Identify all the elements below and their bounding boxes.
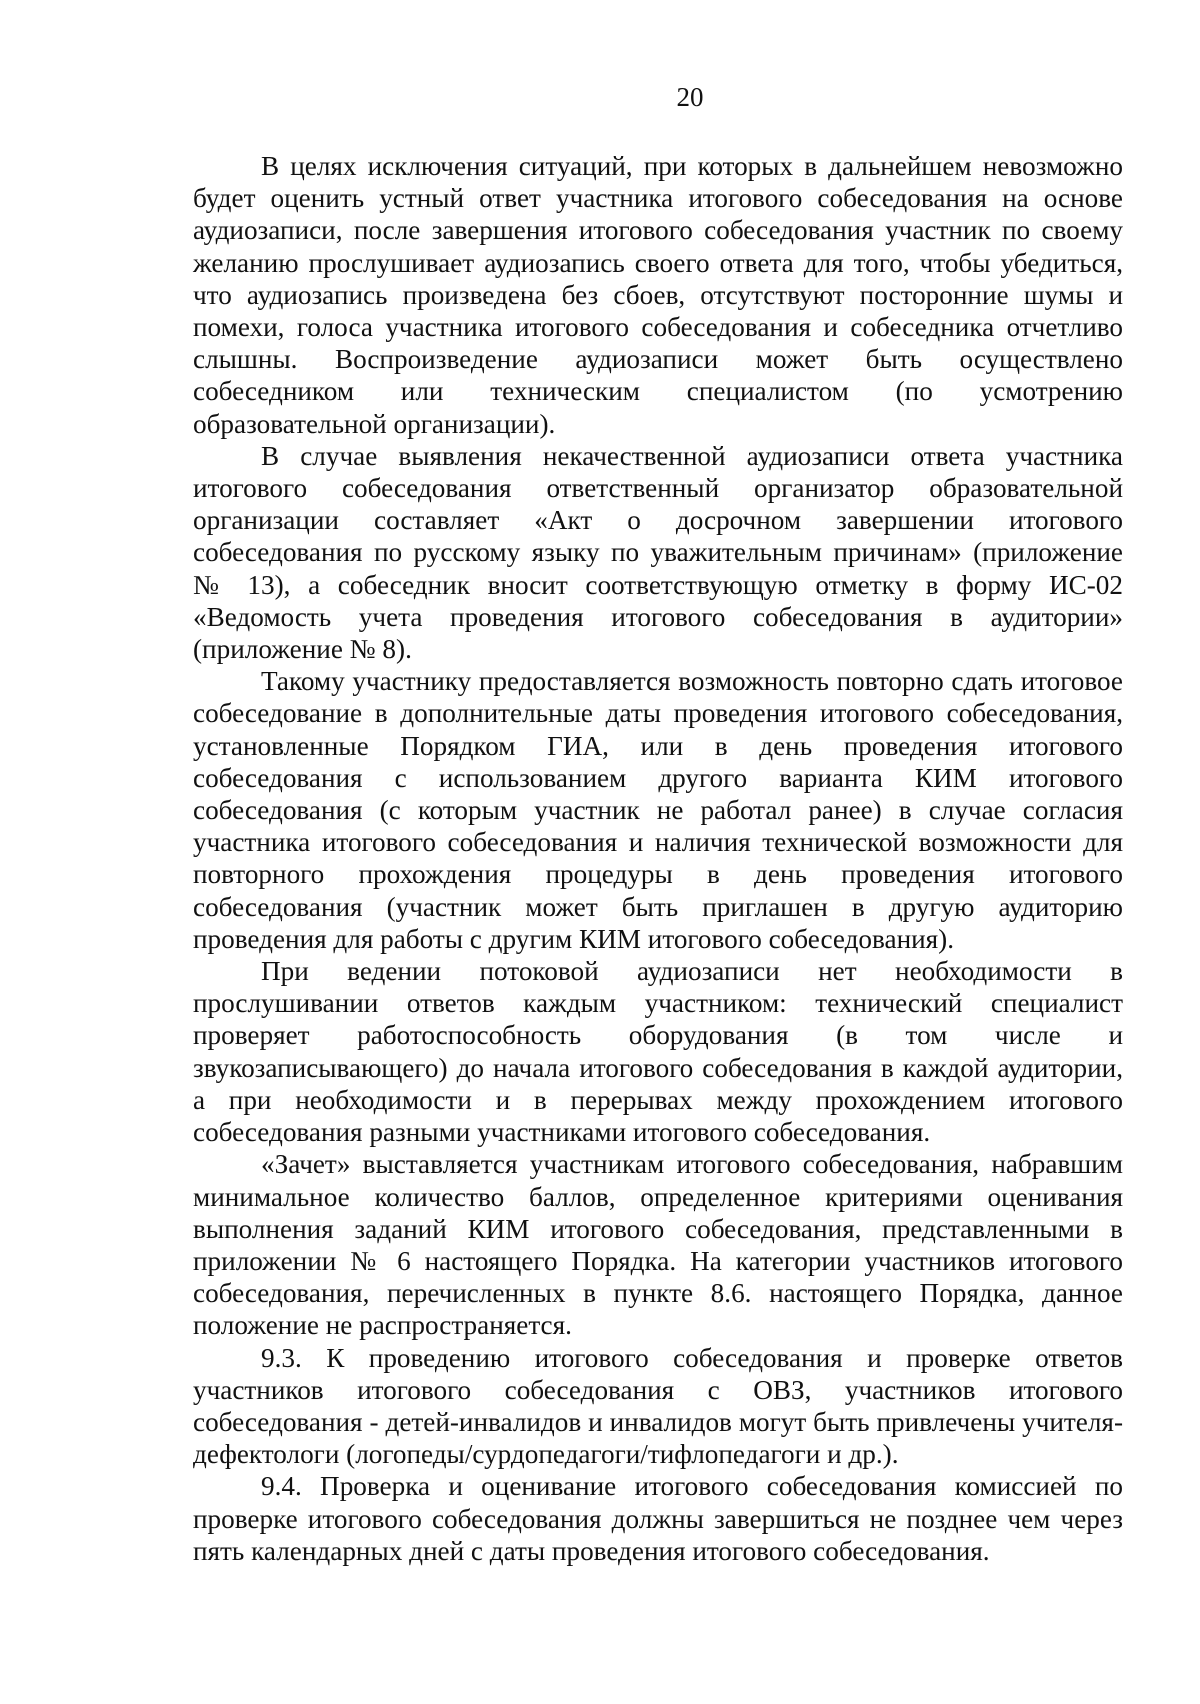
paragraph-pass-criteria: «Зачет» выставляется участникам итогового собеседования, набравшим минимальное количество баллов, определенное критериями оценивания выполнения заданий КИМ итогового собеседования, представленными в приложении № 6 настоящего Порядка. На категории участников итогового собеседования, перечисленных в пункте 8.6. настоящего Порядка, данное положение не распространяется. — [193, 1149, 1123, 1341]
paragraph-streaming-recording: При ведении потоковой аудиозаписи нет необходимости в прослушивании ответов каждым участником: технический специалист проверяет работоспособность оборудования (в том числе и звукозаписывающего) до начала итогового собеседования в каждой аудитории, а при необходимости и в перерывах между прохождением итогового собеседования разными участниками итогового собеседования. — [193, 956, 1123, 1148]
paragraph-retake: Такому участнику предоставляется возможность повторно сдать итоговое собеседование в дополнительные даты проведения итогового собеседования, установленные Порядком ГИА, или в день проведения итогового собеседования с использованием другого варианта КИМ итогового собеседования (с которым участник не работал ранее) в случае согласия участника итогового собеседования и наличия технической возможности для повторного прохождения процедуры в день проведения итогового собеседования (участник может быть приглашен в другую аудиторию проведения для работы с другим КИМ итогового собеседования). — [193, 666, 1123, 954]
paragraph-section-9-4: 9.4. Проверка и оценивание итогового собеседования комиссией по проверке итогового собеседования должны завершиться не позднее чем через пять календарных дней с даты проведения итогового собеседования. — [193, 1471, 1123, 1566]
document-body — [193, 150, 1123, 1567]
page-number: 20 — [676, 82, 704, 112]
paragraph-section-9-3: 9.3. К проведению итогового собеседования и проверке ответов участников итогового собеседования с ОВЗ, участников итогового собеседования - детей-инвалидов и инвалидов могут быть привлечены учителя-дефектологи (логопеды/сурдопедагоги/тифлопедагоги и др.). — [193, 1342, 1123, 1470]
paragraph-poor-recording: В случае выявления некачественной аудиозаписи ответа участника итогового собеседования ответственный организатор образовательной организации составляет «Акт о досрочном завершении итогового собеседования по русскому языку по уважительным причинам» (приложение № 13), а собеседник вносит соответствующую отметку в форму ИС-02 «Ведомость учета проведения итогового собеседования в аудитории» (приложение № 8). — [193, 440, 1123, 665]
paragraph-audio-check: В целях исключения ситуаций, при которых в дальнейшем невозможно будет оценить устный ответ участника итогового собеседования на основе аудиозаписи, после завершения итогового собеседования участник по своему желанию прослушивает аудиозапись своего ответа для того, чтобы убедиться, что аудиозапись произведена без сбоев, отсутствуют посторонние шумы и помехи, голоса участника итогового собеседования и собеседника отчетливо слышны. Воспроизведение аудиозаписи может быть осуществлено собеседником или техническим специалистом (по усмотрению образовательной организации). — [193, 151, 1123, 439]
